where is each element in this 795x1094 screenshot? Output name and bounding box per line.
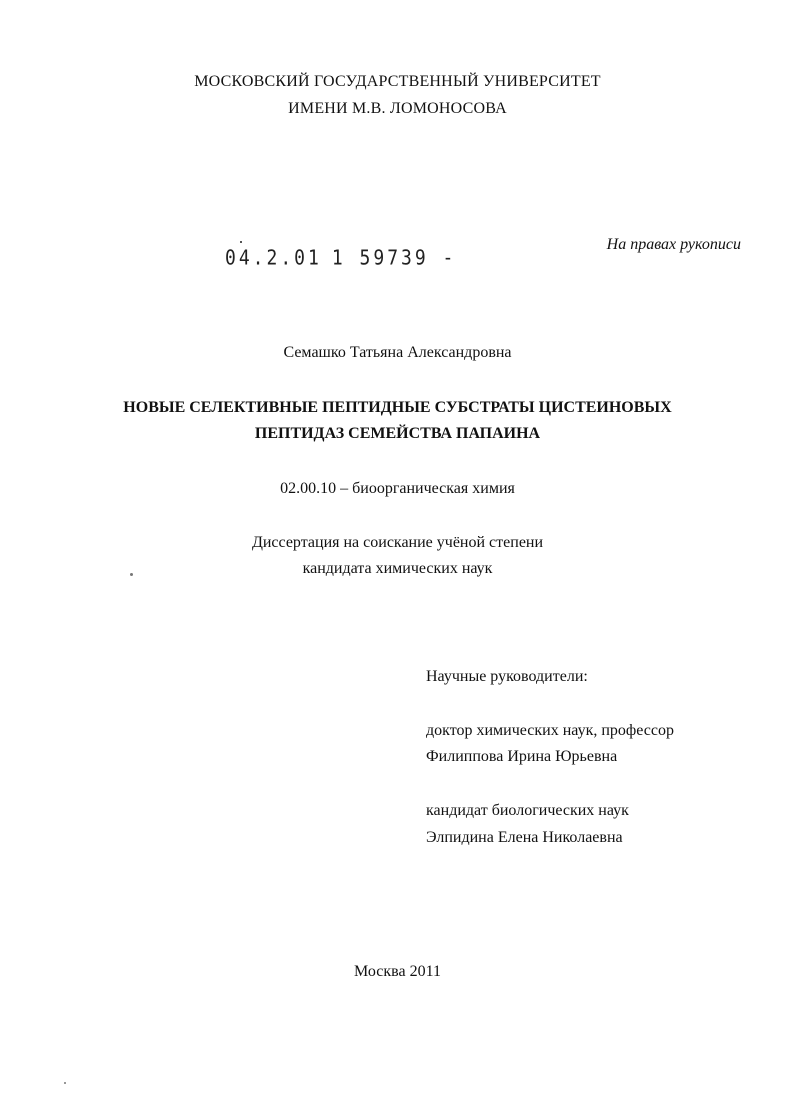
university-name-line1: МОСКОВСКИЙ ГОСУДАРСТВЕННЫЙ УНИВЕРСИТЕТ bbox=[194, 73, 601, 90]
supervisor-2-title: кандидат биологических наук bbox=[426, 802, 629, 819]
dissertation-title-line1: НОВЫЕ СЕЛЕКТИВНЫЕ ПЕПТИДНЫЕ СУБСТРАТЫ ЦИСТЕИНОВЫХ bbox=[123, 399, 672, 416]
manuscript-rights-note: На правах рукописи bbox=[606, 236, 741, 253]
stamp-dot bbox=[240, 241, 242, 243]
degree-line1: Диссертация на соискание учёной степени bbox=[251, 534, 544, 551]
supervisors-heading: Научные руководители: bbox=[426, 668, 588, 685]
university-name-line2: ИМЕНИ М.В. ЛОМОНОСОВА bbox=[288, 100, 507, 117]
scan-speck bbox=[64, 1082, 66, 1084]
supervisor-1-name: Филиппова Ирина Юрьевна bbox=[426, 748, 618, 765]
registration-stamp bbox=[225, 246, 456, 270]
degree-line2: кандидата химических наук bbox=[302, 560, 493, 577]
supervisor-1-title: доктор химических наук, профессор bbox=[426, 722, 674, 739]
scan-speck bbox=[130, 573, 133, 576]
author-name: Семашко Татьяна Александровна bbox=[283, 344, 512, 361]
stamp-number: 1 59739 - bbox=[331, 246, 457, 271]
supervisor-2-name: Элпидина Елена Николаевна bbox=[426, 829, 623, 846]
place-and-year: Москва 2011 bbox=[354, 963, 441, 980]
stamp-date: 04.2.01 bbox=[225, 246, 322, 271]
specialty-code: 02.00.10 – биоорганическая химия bbox=[280, 480, 515, 497]
dissertation-title-line2: ПЕПТИДАЗ СЕМЕЙСТВА ПАПАИНА bbox=[254, 425, 541, 442]
